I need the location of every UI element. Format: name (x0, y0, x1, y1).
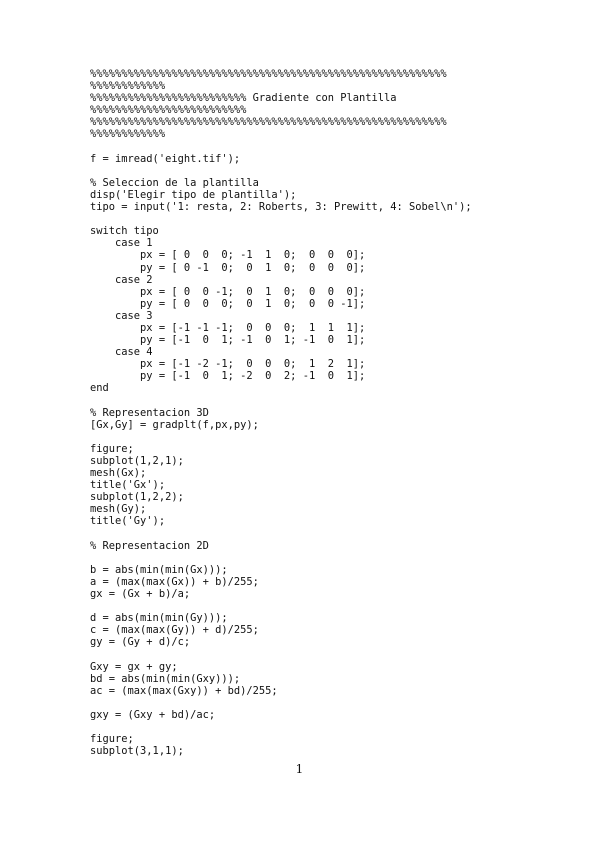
code-line: px = [ 0 0 0; -1 1 0; 0 0 0]; (90, 249, 366, 262)
code-line: end (90, 382, 109, 395)
code-line: title('Gy'); (90, 515, 166, 528)
code-line (90, 165, 472, 177)
code-line (90, 552, 472, 564)
code-line: %%%%%%%%%%%%%%%%%%%%%%%%%%%%%%%%%%%%%%%%%%%%%%%%%%%%%%%%% (90, 116, 447, 129)
code-line: gy = (Gy + d)/c; (90, 636, 191, 649)
code-line: bd = abs(min(min(Gxy))); (90, 672, 241, 685)
code-line: py = [ 0 0 0; 0 1 0; 0 0 -1]; (90, 297, 366, 310)
code-line: a = (max(max(Gx)) + b)/255; (90, 575, 259, 588)
code-line: case 2 (90, 273, 153, 286)
code-line (90, 141, 472, 153)
code-line: figure; (90, 442, 134, 455)
code-line: % Representacion 3D (90, 406, 209, 419)
code-line: subplot(1,2,1); (90, 455, 184, 467)
code-line: px = [-1 -2 -1; 0 0 0; 1 2 1]; (90, 358, 366, 371)
code-line: mesh(Gx); (90, 467, 147, 480)
code-line: py = [-1 0 1; -1 0 1; -1 0 1]; (90, 334, 366, 347)
code-line: gxy = (Gxy + bd)/ac; (90, 708, 216, 721)
code-line: switch tipo (90, 225, 159, 238)
code-line: %%%%%%%%%%%%%%%%%%%%%%%%%%%%%%%%%%%%%%%%%%%%%%%%%%%%%%%%% (90, 68, 447, 80)
code-line: %%%%%%%%%%%% (90, 80, 166, 93)
code-line: % Seleccion de la plantilla (90, 176, 259, 189)
code-line (90, 697, 472, 709)
code-line: f = imread('eight.tif'); (90, 152, 241, 165)
code-line (90, 431, 472, 443)
code-line: ac = (max(max(Gxy)) + bd)/255; (90, 684, 278, 697)
code-line (90, 528, 472, 540)
code-line (90, 649, 472, 661)
code-line: %%%%%%%%%%%%%%%%%%%%%%%%% Gradiente con Plantilla (90, 92, 397, 105)
code-line: px = [ 0 0 -1; 0 1 0; 0 0 0]; (90, 285, 366, 298)
code-line: %%%%%%%%%%%% (90, 128, 166, 141)
code-line: % Representacion 2D (90, 539, 209, 552)
code-line (90, 395, 472, 407)
code-line: figure; (90, 733, 134, 746)
code-line: title('Gx'); (90, 479, 166, 492)
code-listing (90, 68, 472, 757)
code-line: case 4 (90, 346, 153, 359)
code-line: subplot(3,1,1); (90, 745, 184, 758)
code-line: px = [-1 -1 -1; 0 0 0; 1 1 1]; (90, 321, 366, 334)
code-line: tipo = input('1: resta, 2: Roberts, 3: Prewitt, 4: Sobel\n'); (90, 201, 472, 214)
code-line: b = abs(min(min(Gx))); (90, 563, 228, 576)
code-line: py = [ 0 -1 0; 0 1 0; 0 0 0]; (90, 261, 366, 274)
code-line: %%%%%%%%%%%%%%%%%%%%%%%%% (90, 104, 247, 117)
code-line: gx = (Gx + b)/a; (90, 588, 191, 601)
code-line: mesh(Gy); (90, 503, 147, 516)
code-line: py = [-1 0 1; -2 0 2; -1 0 1]; (90, 370, 366, 383)
code-line (90, 721, 472, 733)
code-line: Gxy = gx + gy; (90, 660, 178, 673)
code-line: [Gx,Gy] = gradplt(f,px,py); (90, 418, 259, 431)
code-line (90, 600, 472, 612)
page-number: 1 (295, 762, 304, 776)
code-line: case 1 (90, 237, 153, 250)
code-line: case 3 (90, 309, 153, 322)
code-line: c = (max(max(Gy)) + d)/255; (90, 624, 259, 637)
code-line: subplot(1,2,2); (90, 491, 184, 504)
code-line: d = abs(min(min(Gy))); (90, 612, 228, 625)
code-line (90, 213, 472, 225)
code-line: disp('Elegir tipo de plantilla'); (90, 188, 297, 201)
